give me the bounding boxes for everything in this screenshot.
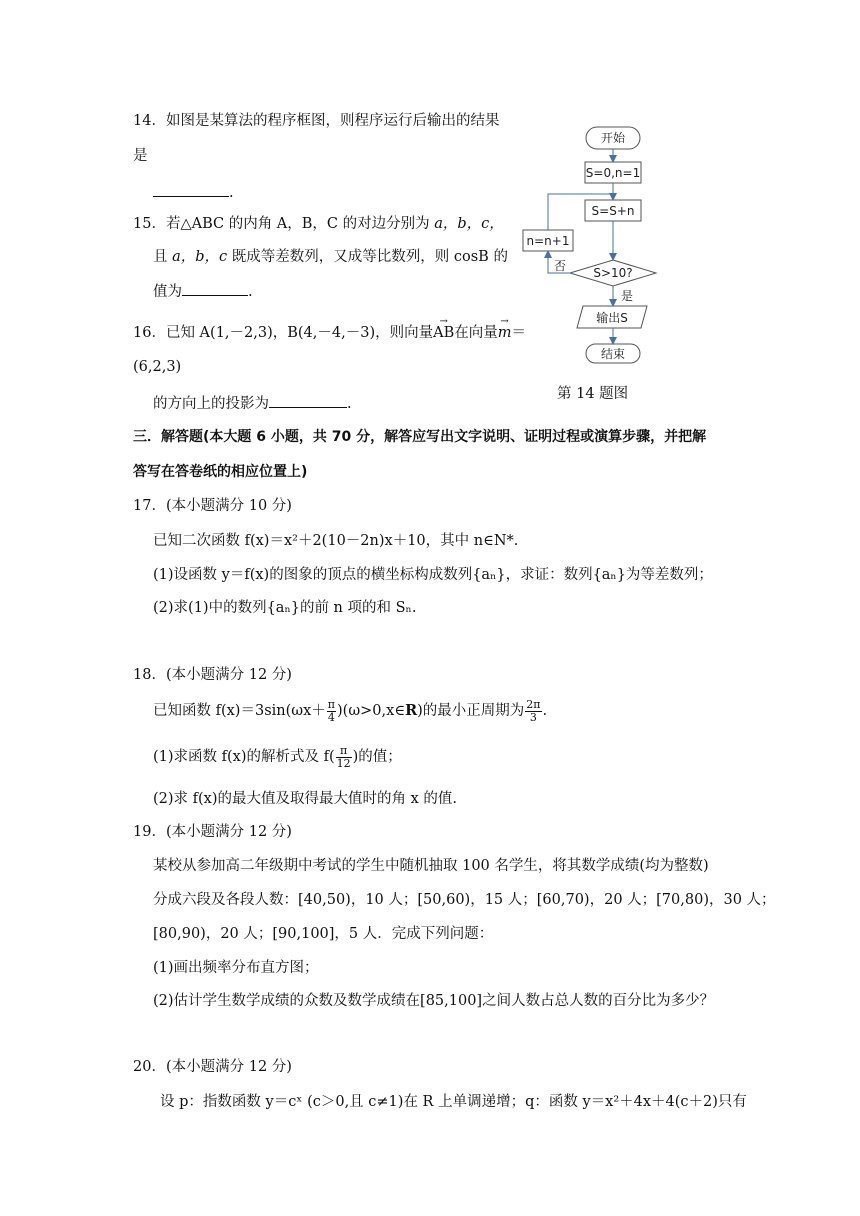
fraction-pi-over-12: $\frac{\pi}{12}$ bbox=[336, 743, 351, 770]
q19-line1: 某校从参加高二年级期中考试的学生中随机抽取 100 名学生，将其数学成绩(均为整数) bbox=[153, 858, 709, 874]
answer-blank[interactable] bbox=[182, 281, 248, 296]
q14-answer-line: . bbox=[153, 182, 234, 203]
flow-cond-text: S>10? bbox=[593, 266, 633, 280]
q19-line3: [80,90)，20 人；[90,100]，5 人．完成下列问题： bbox=[153, 926, 494, 942]
q19-heading: 19．(本小题满分 12 分) bbox=[133, 824, 292, 840]
flowchart-diagram bbox=[510, 120, 690, 370]
q16-line3: 的方向上的投影为 . bbox=[153, 393, 352, 414]
answer-blank[interactable] bbox=[153, 182, 229, 197]
q14-line1: 14．如图是某算法的程序框图，则程序运行后输出的结果 bbox=[133, 113, 500, 129]
q18-heading: 18．(本小题满分 12 分) bbox=[133, 667, 292, 683]
answer-blank[interactable] bbox=[269, 393, 347, 408]
flow-step-text: S=S+n bbox=[591, 204, 635, 218]
flow-end-text: 结束 bbox=[600, 347, 626, 361]
fraction-2pi-over-3: $\frac{2\pi}{3}$ bbox=[526, 697, 541, 724]
flow-no-label: 否 bbox=[553, 259, 567, 273]
q19-line2: 分成六段及各段人数：[40,50)，10 人；[50,60)，15 人；[60,70)，20 人；[70,80)，30 人； bbox=[153, 892, 776, 908]
q16-line1: 16．已知 A(1,－2,3)，B(4,－4,－3)，则向量→ AB在向量→ m＝ bbox=[133, 323, 526, 343]
q18-line2: (1)求函数 f(x)的解析式及 f( $\frac{\pi}{12}$ )的值； bbox=[153, 743, 402, 770]
q18-line1: 已知函数 f(x)＝3sin(ωx＋ $\frac{\pi}{4}$ )(ω>0,x∈R)的最小正周期为 $\frac{2\pi}{3}$ . bbox=[153, 697, 548, 724]
q19-line5: (2)估计学生数学成绩的众数及数学成绩在[85,100]之间人数占总人数的百分比为多少？ bbox=[153, 993, 715, 1009]
q19-line4: (1)画出频率分布直方图； bbox=[153, 960, 319, 976]
figure-caption: 第 14 题图 bbox=[557, 386, 629, 402]
flow-incr-text: n=n+1 bbox=[526, 234, 570, 248]
flow-init-text: S=0,n=1 bbox=[585, 166, 641, 180]
section3-heading-line1: 三．解答题(本大题 6 小题，共 70 分，解答应写出文字说明、证明过程或演算步骤，并把解 bbox=[133, 429, 707, 445]
q20-heading: 20．(本小题满分 12 分) bbox=[133, 1059, 292, 1075]
section3-heading-line2: 答写在答卷纸的相应位置上) bbox=[133, 464, 308, 480]
q16-line2: (6,2,3) bbox=[133, 359, 182, 375]
q17-line1: 已知二次函数 f(x)＝x²＋2(10－2n)x＋10，其中 n∈N*. bbox=[153, 533, 519, 549]
q17-line3: (2)求(1)中的数列{aₙ}的前 n 项的和 Sₙ. bbox=[153, 600, 417, 616]
q15-line2: 且 a，b，c 既成等差数列，又成等比数列，则 cosB 的 bbox=[153, 249, 508, 265]
flow-start-text: 开始 bbox=[600, 131, 626, 145]
q17-line2: (1)设函数 y＝f(x)的图象的顶点的横坐标构成数列{aₙ}，求证：数列{aₙ}为等差数列； bbox=[153, 567, 713, 583]
q17-heading: 17．(本小题满分 10 分) bbox=[133, 498, 292, 514]
flow-yes-label: 是 bbox=[621, 289, 634, 303]
vector-ab: → AB bbox=[433, 323, 454, 343]
vector-m: → m bbox=[498, 323, 512, 343]
q14-line2: 是 bbox=[133, 148, 148, 164]
q15-line3: 值为 . bbox=[153, 281, 253, 302]
q20-line1: 设 p：指数函数 y＝cˣ (c＞0,且 c≠1)在 R 上单调递增；q：函数 y＝x²＋4x＋4(c＋2)只有 bbox=[160, 1094, 747, 1110]
q18-line3: (2)求 f(x)的最大值及取得最大值时的角 x 的值. bbox=[153, 791, 458, 807]
flow-output-text: 输出S bbox=[596, 311, 628, 325]
fraction-pi-over-4: $\frac{\pi}{4}$ bbox=[327, 697, 336, 724]
q15-line1: 15．若△ABC 的内角 A，B，C 的对边分别为 a，b，c， bbox=[133, 216, 504, 232]
